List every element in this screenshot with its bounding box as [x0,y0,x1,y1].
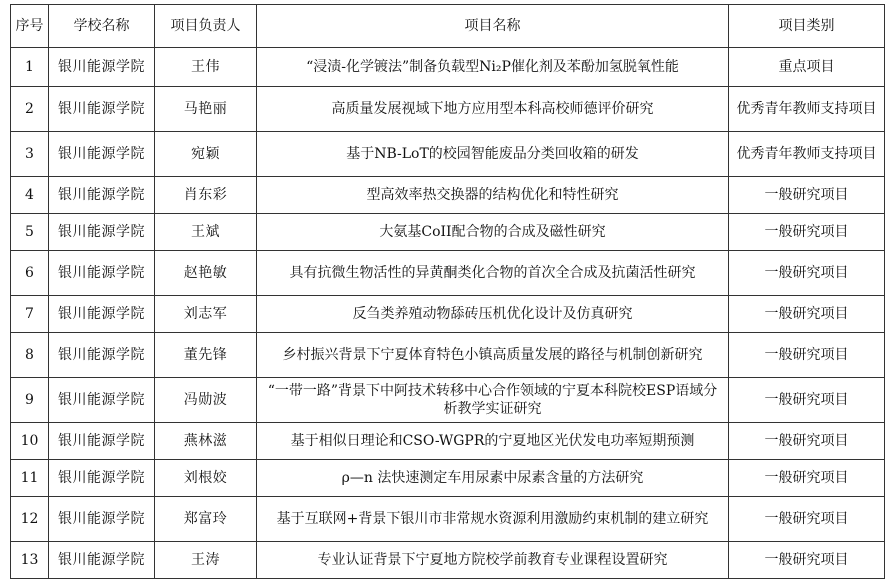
cell-category: 一般研究项目 [729,497,885,542]
cell-school: 银川能源学院 [49,378,155,423]
cell-leader: 冯勋波 [155,378,257,423]
cell-school: 银川能源学院 [49,296,155,333]
header-leader: 项目负责人 [155,5,257,48]
cell-school: 银川能源学院 [49,423,155,460]
cell-category: 一般研究项目 [729,177,885,214]
cell-category: 一般研究项目 [729,214,885,251]
cell-seq: 6 [11,251,49,296]
cell-category: 一般研究项目 [729,542,885,579]
cell-leader: 刘志军 [155,296,257,333]
cell-leader: 刘根姣 [155,460,257,497]
cell-seq: 10 [11,423,49,460]
table-row [11,132,885,177]
table-row [11,177,885,214]
cell-category: 一般研究项目 [729,251,885,296]
cell-school: 银川能源学院 [49,251,155,296]
cell-project: 具有抗微生物活性的异黄酮类化合物的首次全合成及抗菌活性研究 [257,251,729,296]
cell-seq: 13 [11,542,49,579]
cell-seq: 7 [11,296,49,333]
table-row [11,378,885,423]
cell-project: “一带一路”背景下中阿技术转移中心合作领域的宁夏本科院校ESP语域分析教学实证研究 [257,378,729,423]
cell-seq: 9 [11,378,49,423]
cell-school: 银川能源学院 [49,333,155,378]
cell-leader: 赵艳敏 [155,251,257,296]
table-row [11,48,885,87]
table-row [11,542,885,579]
cell-category: 优秀青年教师支持项目 [729,132,885,177]
cell-project: 基于相似日理论和CSO-WGPR的宁夏地区光伏发电功率短期预测 [257,423,729,460]
cell-category: 一般研究项目 [729,460,885,497]
cell-leader: 郑富玲 [155,497,257,542]
table-row [11,497,885,542]
header-category: 项目类别 [729,5,885,48]
cell-seq: 1 [11,48,49,87]
table-row [11,251,885,296]
cell-seq: 8 [11,333,49,378]
cell-category: 一般研究项目 [729,333,885,378]
cell-project: 高质量发展视域下地方应用型本科高校师德评价研究 [257,87,729,132]
header-seq: 序号 [11,5,49,48]
cell-category: 一般研究项目 [729,423,885,460]
cell-school: 银川能源学院 [49,87,155,132]
cell-category: 优秀青年教师支持项目 [729,87,885,132]
cell-school: 银川能源学院 [49,48,155,87]
table-header-row [11,5,885,48]
cell-project: 基于NB-LoT的校园智能废品分类回收箱的研发 [257,132,729,177]
cell-leader: 王斌 [155,214,257,251]
header-project: 项目名称 [257,5,729,48]
cell-seq: 2 [11,87,49,132]
cell-project: 大氨基CoII配合物的合成及磁性研究 [257,214,729,251]
cell-seq: 3 [11,132,49,177]
table-row [11,296,885,333]
cell-project: 型高效率热交换器的结构优化和特性研究 [257,177,729,214]
header-school: 学校名称 [49,5,155,48]
cell-school: 银川能源学院 [49,497,155,542]
table-row [11,460,885,497]
cell-leader: 董先锋 [155,333,257,378]
cell-seq: 5 [11,214,49,251]
cell-leader: 马艳丽 [155,87,257,132]
project-table [10,4,885,579]
document-page [10,4,884,566]
cell-leader: 肖东彩 [155,177,257,214]
cell-project: 专业认证背景下宁夏地方院校学前教育专业课程设置研究 [257,542,729,579]
cell-project: ρ—n 法快速测定车用尿素中尿素含量的方法研究 [257,460,729,497]
cell-leader: 王伟 [155,48,257,87]
cell-school: 银川能源学院 [49,177,155,214]
cell-project: 乡村振兴背景下宁夏体育特色小镇高质量发展的路径与机制创新研究 [257,333,729,378]
cell-project: 基于互联网+背景下银川市非常规水资源利用激励约束机制的建立研究 [257,497,729,542]
cell-seq: 11 [11,460,49,497]
table-row [11,87,885,132]
cell-leader: 燕林滋 [155,423,257,460]
cell-project: 反刍类养殖动物舔砖压机优化设计及仿真研究 [257,296,729,333]
table-row [11,333,885,378]
cell-school: 银川能源学院 [49,214,155,251]
cell-leader: 宛颖 [155,132,257,177]
cell-leader: 王涛 [155,542,257,579]
table-row [11,423,885,460]
cell-category: 一般研究项目 [729,378,885,423]
cell-category: 重点项目 [729,48,885,87]
cell-category: 一般研究项目 [729,296,885,333]
cell-school: 银川能源学院 [49,132,155,177]
cell-seq: 12 [11,497,49,542]
cell-project: “浸渍-化学镀法”制备负载型Ni₂P催化剂及苯酚加氢脱氧性能 [257,48,729,87]
cell-seq: 4 [11,177,49,214]
cell-school: 银川能源学院 [49,460,155,497]
table-row [11,214,885,251]
cell-school: 银川能源学院 [49,542,155,579]
